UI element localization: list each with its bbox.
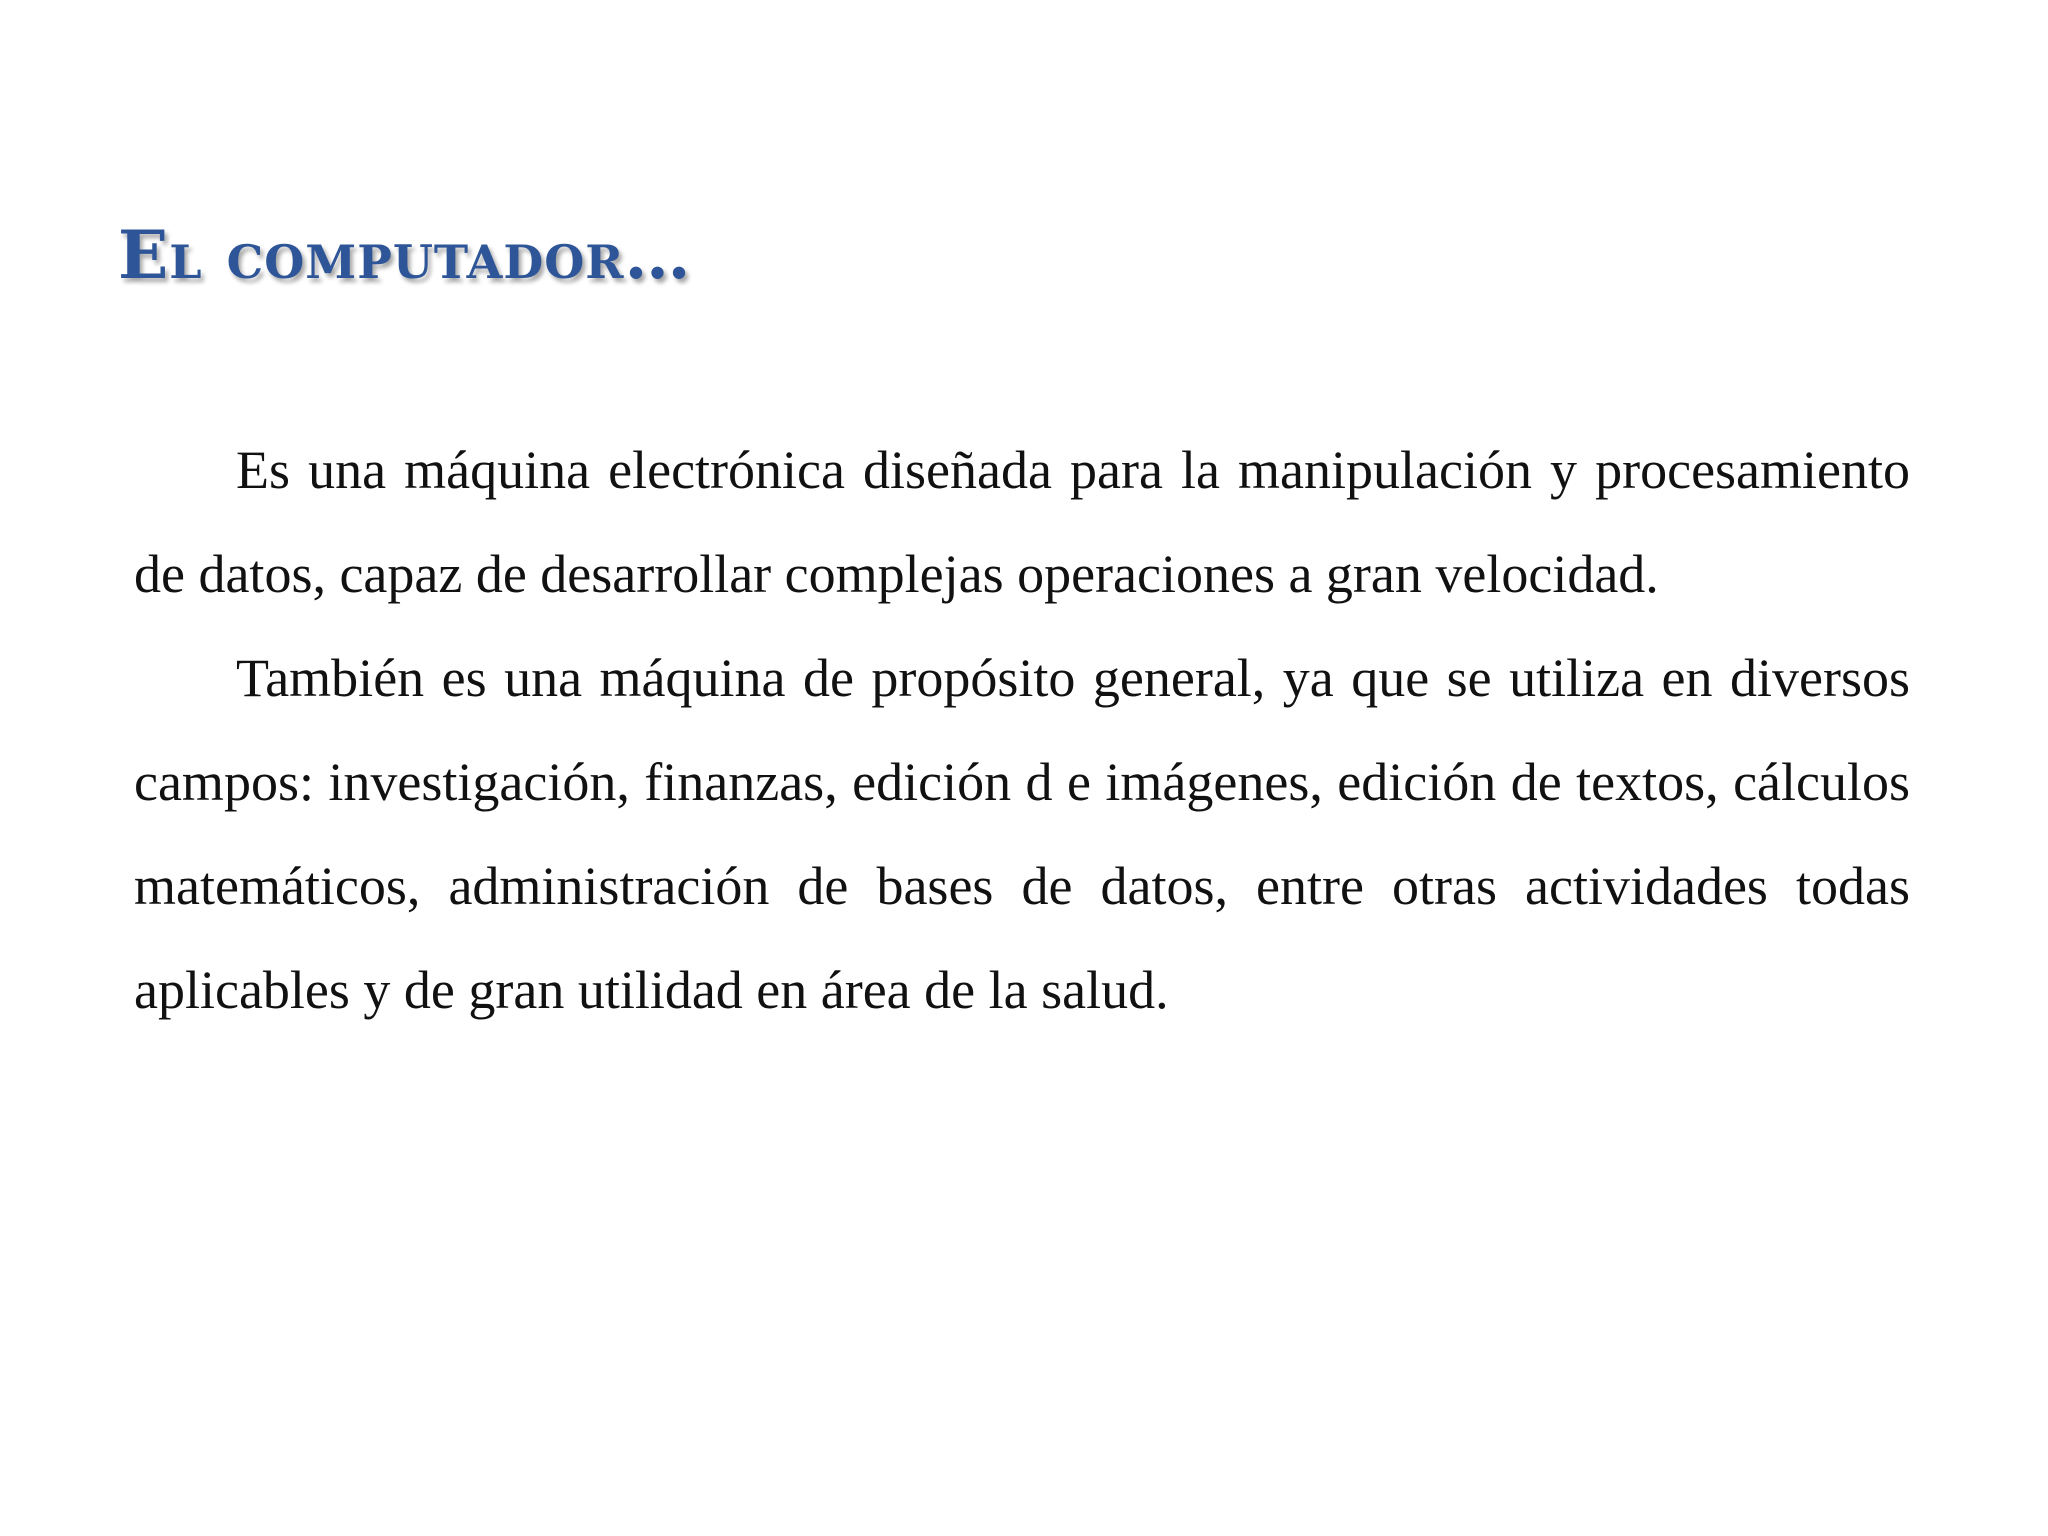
slide-title: El computador… [118, 216, 692, 294]
paragraph-uses: También es una máquina de propósito general, ya que se utiliza en diversos campos: investigación, finanzas, edición d e imágenes, edición de textos, cálculos matemáticos, administración de bases de datos, entre otras actividades todas aplicables y de gran utilidad en área de la salud. [134, 648, 1910, 1020]
slide-body [134, 418, 1910, 1042]
paragraph-definition: Es una máquina electrónica diseñada para la manipulación y procesamiento de datos, capaz de desarrollar complejas operaciones a gran velocidad. [134, 440, 1910, 604]
